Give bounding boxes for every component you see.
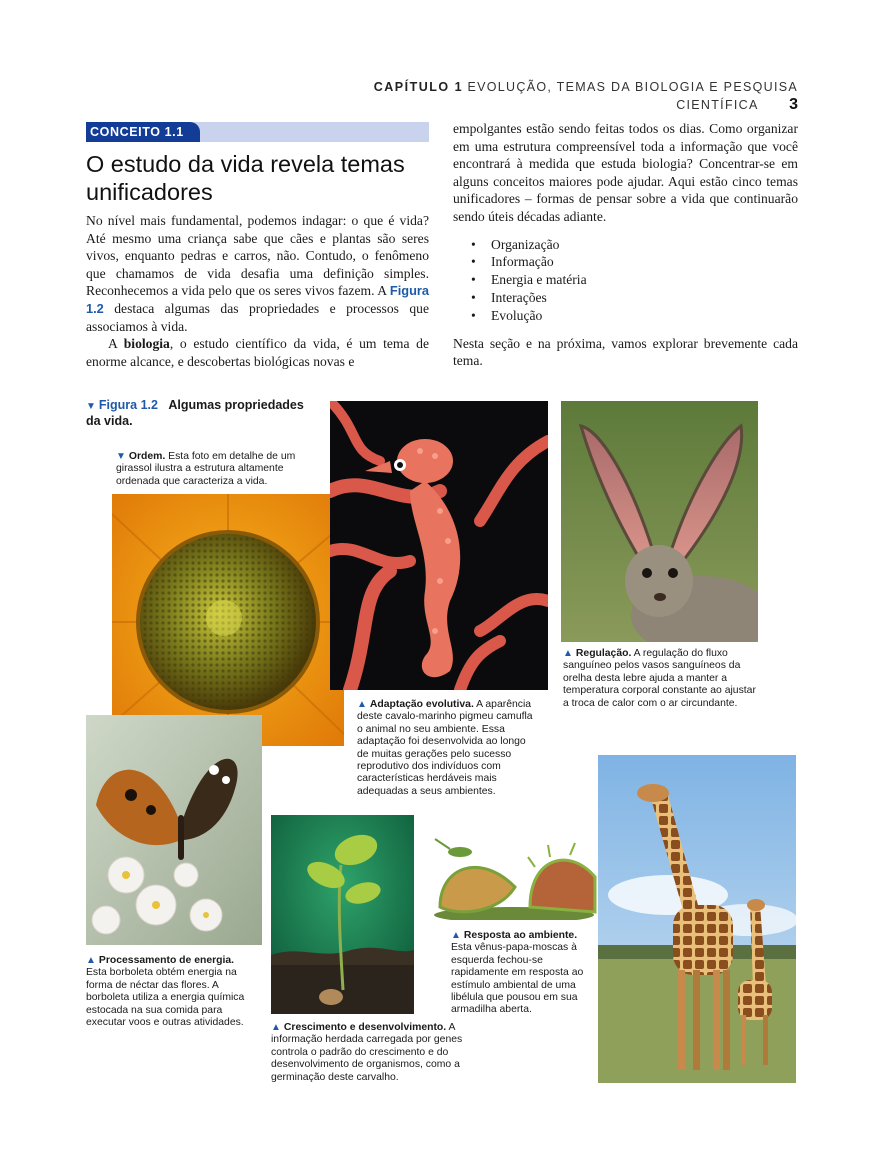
running-header: [300, 78, 798, 114]
list-item: • Evolução: [471, 307, 543, 323]
venus-flytrap-photo: [430, 827, 598, 920]
triangle-up-icon: ▲: [451, 930, 461, 941]
triangle-up-icon: ▲: [86, 955, 96, 966]
list-item: • Organização: [471, 236, 560, 252]
figure-reference-link[interactable]: Figura 1.2: [86, 283, 429, 316]
paragraph-1-text: No nível mais fundamental, podemos indagar: o que é vida? Até mesmo uma criança sabe que cães e plantas são seres vivos, enquanto pedras e carros, não. Contudo, o fenômeno que chamamos de vida desafia uma definição simples. Reconhecemos a vida pelo que os seres vivos fazem. A: [86, 213, 429, 299]
caption-order: ▼ Ordem. Esta foto em detalhe de um girassol ilustra a estrutura altamente ordenada que caracteriza a vida.: [116, 451, 296, 487]
chapter-title: EVOLUÇÃO, TEMAS DA BIOLOGIA E PESQUISA CIENTÍFICA: [467, 80, 798, 112]
triangle-down-icon: ▼: [116, 451, 126, 462]
list-item: • Energia e matéria: [471, 272, 587, 288]
seahorse-photo: [330, 401, 548, 690]
body-column-left: [86, 212, 429, 370]
paragraph-4: Nesta seção e na próxima, vamos explorar brevemente cada tema.: [453, 335, 798, 369]
triangle-up-icon: ▲: [357, 699, 367, 710]
paragraph-3: empolgantes estão sendo feitas todos os dias. Como organizar em uma estrutura compreensível toda a informação que você encontrará à medida que estuda biologia? Concentrar-se em alguns conceitos maiores pode ajudar. Aqui estão cinco temas unificadores – formas de pensar sobre a vida que continuarão sendo úteis décadas adiante.: [453, 121, 798, 224]
list-item: • Interações: [471, 289, 547, 305]
seedling-photo: [271, 815, 414, 1014]
butterfly-photo: [86, 715, 262, 945]
list-item: • Informação: [471, 254, 554, 270]
term-biologia: biologia: [123, 336, 170, 352]
page-number: 3: [789, 96, 798, 113]
paragraph-1-text-end: destaca algumas das propriedades e processos que associamos à vida.: [86, 300, 429, 334]
sunflower-photo: [112, 494, 344, 746]
paragraph-2: [86, 335, 429, 370]
caption-adaptation: ▲ Adaptação evolutiva. A aparência deste cavalo-marinho pigmeu camufla o animal no seu ambiente. Essa adaptação foi desenvolvida ao longo de muitas gerações pelo sucesso reprodutivo dos indivíduos com características herdáveis mais adequadas a seus ambientes.: [357, 699, 533, 797]
paragraph-2-start: A: [108, 336, 124, 352]
figure-title-text: Algumas propriedades da vida.: [86, 398, 304, 428]
triangle-up-icon: ▲: [563, 648, 573, 659]
paragraph-1: [86, 212, 429, 335]
caption-growth: ▲ Crescimento e desenvolvimento. A informação herdada carregada por genes controla o padrão do crescimento e do desenvolvimento de organismos, como a germinação deste carvalho.: [271, 1022, 463, 1083]
hare-photo: [561, 401, 758, 642]
themes-list: [471, 236, 798, 325]
caption-regulation: ▲ Regulação. A regulação do fluxo sanguíneo pelos vasos sanguíneos da orelha desta lebre ajuda a manter a temperatura corporal constante ao ajustar a troca de calor com o ar circundante.: [563, 648, 756, 709]
triangle-down-icon: ▼: [86, 401, 96, 412]
concept-label: CONCEITO 1.1: [86, 122, 200, 142]
caption-response: ▲ Resposta ao ambiente. Esta vênus-papa-moscas à esquerda fechou-se rapidamente em resposta ao estímulo ambiental de uma libélula que pousou em sua armadilha aberta.: [451, 930, 584, 1016]
paragraph-2-text: , o estudo científico da vida, é um tema de enorme alcance, e descobertas biológicas novas e: [86, 336, 430, 369]
triangle-up-icon: ▲: [271, 1022, 281, 1033]
body-column-right: [453, 120, 798, 370]
figure-label: Figura 1.2: [98, 398, 158, 412]
giraffe-photo: [598, 755, 796, 1083]
figure-title: [86, 398, 316, 429]
caption-energy: ▲ Processamento de energia. Esta borboleta obtém energia na forma de néctar das flores. A borboleta utiliza a energia química estocada na sua comida para executar voos e outras atividades.: [86, 955, 245, 1029]
chapter-label: CAPÍTULO 1: [373, 80, 464, 94]
section-title: O estudo da vida revela temas unificadores: [86, 151, 405, 205]
